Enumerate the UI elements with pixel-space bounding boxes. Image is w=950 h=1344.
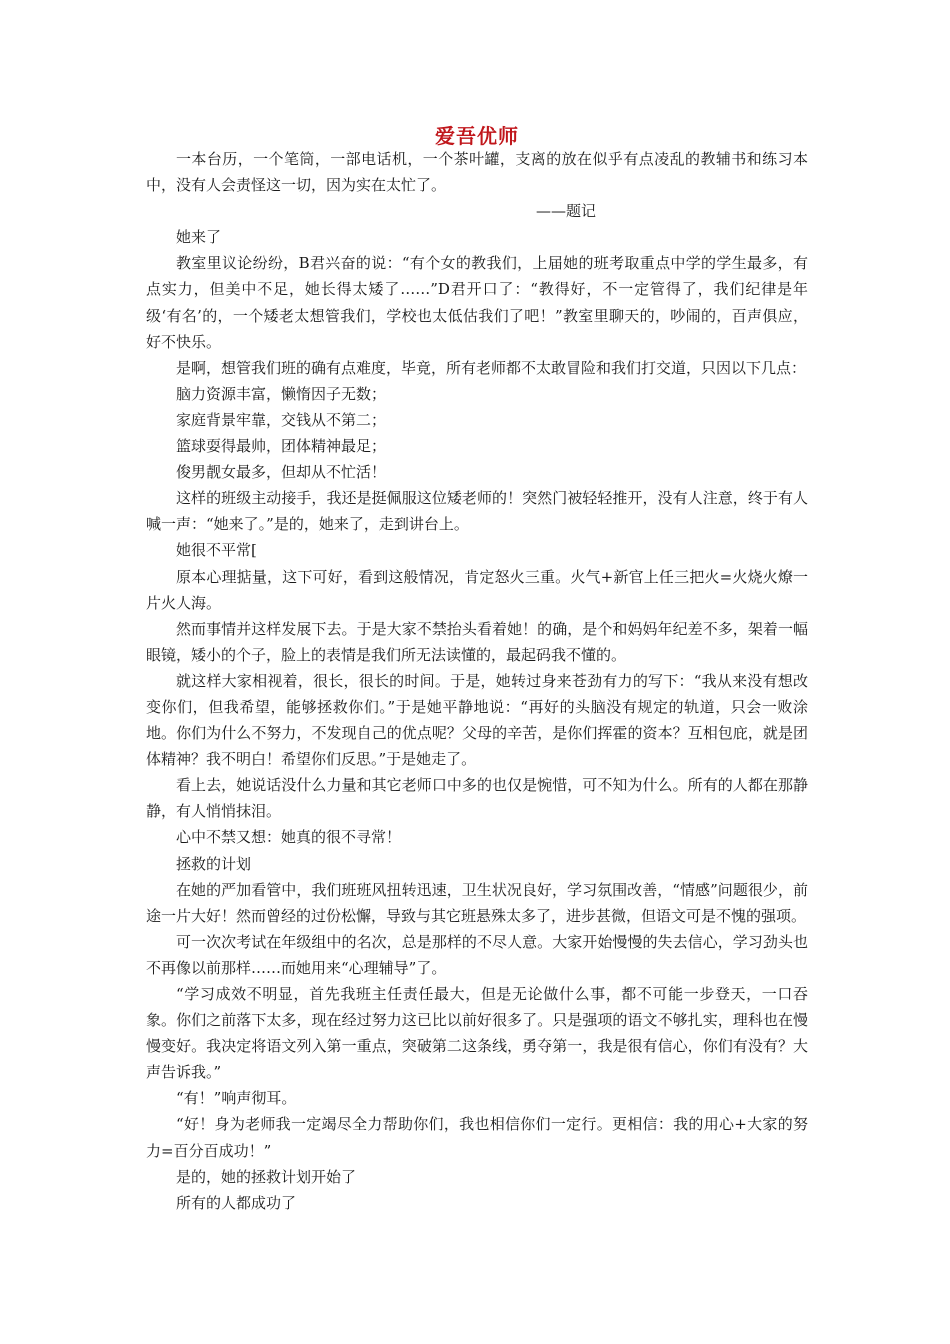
paragraph: 看上去，她说话没什么力量和其它老师口中多的也仅是惋惜，可不知为什么。所有的人都在那静静，有人悄悄抹泪。	[146, 776, 808, 821]
paragraph: 所有的人都成功了	[176, 1193, 297, 1212]
section-heading: 她很不平常[	[176, 541, 257, 560]
paragraph: 这样的班级主动接手，我还是挺佩服这位矮老师的！突然门被轻轻推开，没有人注意，终于有人喊一声：“她来了。”是的，她来了，走到讲台上。	[146, 489, 808, 534]
paragraph: 是的，她的拯救计划开始了	[176, 1167, 357, 1186]
paragraph: “学习成效不明显，首先我班主任责任最大，但是无论做什么事，都不可能一步登天，一口吞象。你们之前落下太多，现在经过努力这已比以前好很多了。只是强项的语文不够扎实，理科也在慢慢变好。我决定将语文列入第一重点，突破第二这条线，勇夺第一，我是很有信心，你们有没有？大声告诉我。”	[146, 985, 808, 1082]
paragraph: “好！身为老师我一定竭尽全力帮助你们，我也相信你们一定行。更相信：我的用心+大家的努力=百分百成功！”	[146, 1115, 808, 1160]
paragraph: 一本台历，一个笔筒，一部电话机，一个茶叶罐，支离的放在似乎有点凌乱的教辅书和练习本中，没有人会责怪这一切，因为实在太忙了。	[146, 150, 808, 195]
paragraph: 教室里议论纷纷，B君兴奋的说：“有个女的教我们，上届她的班考取重点中学的学生最多，有点实力，但美中不足，她长得太矮了……”D君开口了：“教得好，不一定管得了，我们纪律是年级‘有名’的，一个矮老太想管我们，学校也太低估我们了吧！”教室里聊天的，吵闹的，百声俱应，好不快乐。	[146, 254, 808, 351]
paragraph: “有！”响声彻耳。	[176, 1089, 297, 1108]
list-line: 家庭背景牢靠，交钱从不第二；	[176, 410, 387, 429]
document-title: 爱吾优师	[435, 124, 519, 148]
document-body	[146, 146, 808, 1216]
paragraph: 原本心理掂量，这下可好，看到这般情况，肯定怒火三重。火气+新官上任三把火=火烧火燎一片火人海。	[146, 567, 808, 612]
paragraph: 就这样大家相视着，很长，很长的时间。于是，她转过身来苍劲有力的写下：“我从来没有想改变你们，但我希望，能够拯救你们。”于是她平静地说：“再好的头脑没有规定的轨道，只会一败涂地。你们为什么不努力，不发现自己的优点呢？父母的辛苦，是你们挥霍的资本？互相包庇，就是团体精神？我不明白！希望你们反思。”于是她走了。	[146, 671, 808, 769]
paragraph: 是啊，想管我们班的确有点难度，毕竟，所有老师都不太敢冒险和我们打交道，只因以下几点：	[176, 358, 807, 377]
section-heading: 拯救的计划	[176, 854, 252, 873]
list-line: 篮球耍得最帅，团体精神最足；	[176, 437, 387, 456]
paragraph: 然而事情并这样发展下去。于是大家不禁抬头看着她！的确，是个和妈妈年纪差不多，架着一幅眼镜，矮小的个子，脸上的表情是我们所无法读懂的，最起码我不懂的。	[146, 619, 808, 664]
paragraph: 心中不禁又想：她真的很不寻常！	[176, 828, 402, 847]
section-heading: 她来了	[176, 228, 222, 247]
paragraph: 在她的严加看管中，我们班班风扭转迅速，卫生状况良好，学习氛围改善，“情感”问题很少，前途一片大好！然而曾经的过份松懈，导致与其它班悬殊太多了，进步甚微，但语文可是不愧的强项。	[146, 880, 808, 925]
list-line: 俊男靓女最多，但却从不忙活！	[176, 463, 387, 482]
epigraph-attribution: ——题记	[535, 202, 596, 221]
paragraph: 可一次次考试在年级组中的名次，总是那样的不尽人意。大家开始慢慢的失去信心，学习劲头也不再像以前那样……而她用来“心理辅导”了。	[146, 932, 808, 977]
list-line: 脑力资源丰富，懒惰因子无数；	[176, 384, 387, 403]
